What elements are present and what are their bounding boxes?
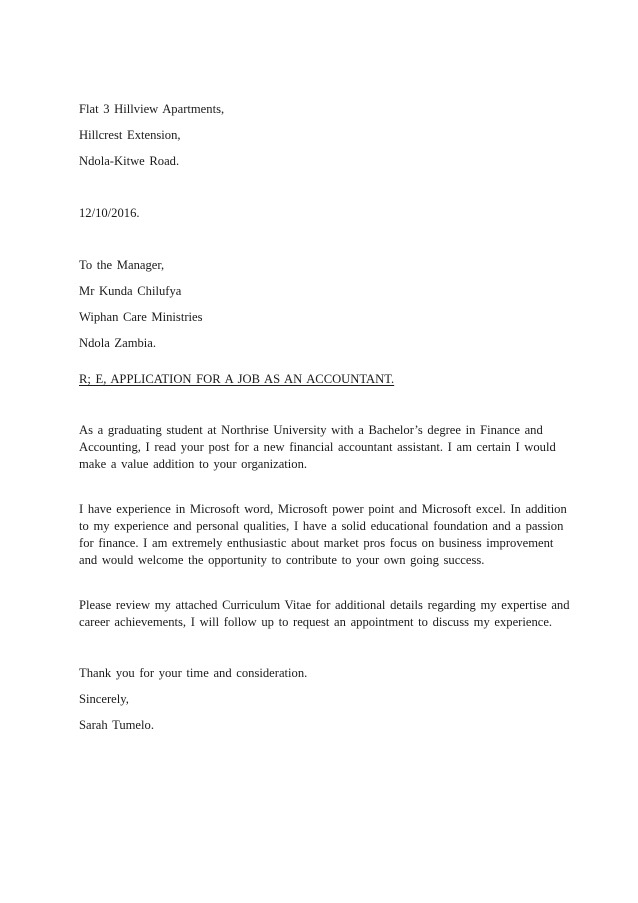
sender-address-line-3: Ndola-Kitwe Road. bbox=[79, 154, 180, 168]
closing-signature: Sarah Tumelo. bbox=[79, 718, 154, 732]
paragraph-1-line-1: As a graduating student at Northrise University with a Bachelor’s degree in Finance and bbox=[79, 423, 543, 437]
paragraph-1-line-3: make a value addition to your organization. bbox=[79, 457, 308, 471]
paragraph-3-line-2: career achievements, I will follow up to request an appointment to discuss my experience. bbox=[79, 615, 553, 629]
paragraph-1-line-2: Accounting, I read your post for a new financial accountant assistant. I am certain I would bbox=[79, 440, 556, 454]
paragraph-2-line-1: I have experience in Microsoft word, Microsoft power point and Microsoft excel. In addition bbox=[79, 502, 567, 516]
recipient-line-4: Ndola Zambia. bbox=[79, 336, 157, 350]
paragraph-3-line-1: Please review my attached Curriculum Vitae for additional details regarding my expertise and bbox=[79, 598, 570, 612]
recipient-line-3: Wiphan Care Ministries bbox=[79, 310, 203, 324]
closing-signoff: Sincerely, bbox=[79, 692, 129, 706]
sender-address-line-1: Flat 3 Hillview Apartments, bbox=[79, 102, 225, 116]
letter-date: 12/10/2016. bbox=[79, 206, 140, 220]
paragraph-2-line-4: and would welcome the opportunity to contribute to your own going success. bbox=[79, 553, 485, 567]
recipient-line-1: To the Manager, bbox=[79, 258, 165, 272]
sender-address-line-2: Hillcrest Extension, bbox=[79, 128, 181, 142]
paragraph-2-line-3: for finance. I am extremely enthusiastic about market pros focus on business improvement bbox=[79, 536, 554, 550]
recipient-line-2: Mr Kunda Chilufya bbox=[79, 284, 182, 298]
paragraph-2-line-2: to my experience and personal qualities, I have a solid educational foundation and a passion bbox=[79, 519, 564, 533]
closing-thanks: Thank you for your time and consideration. bbox=[79, 666, 308, 680]
subject-line: R; E, APPLICATION FOR A JOB AS AN ACCOUNTANT. bbox=[79, 372, 395, 386]
